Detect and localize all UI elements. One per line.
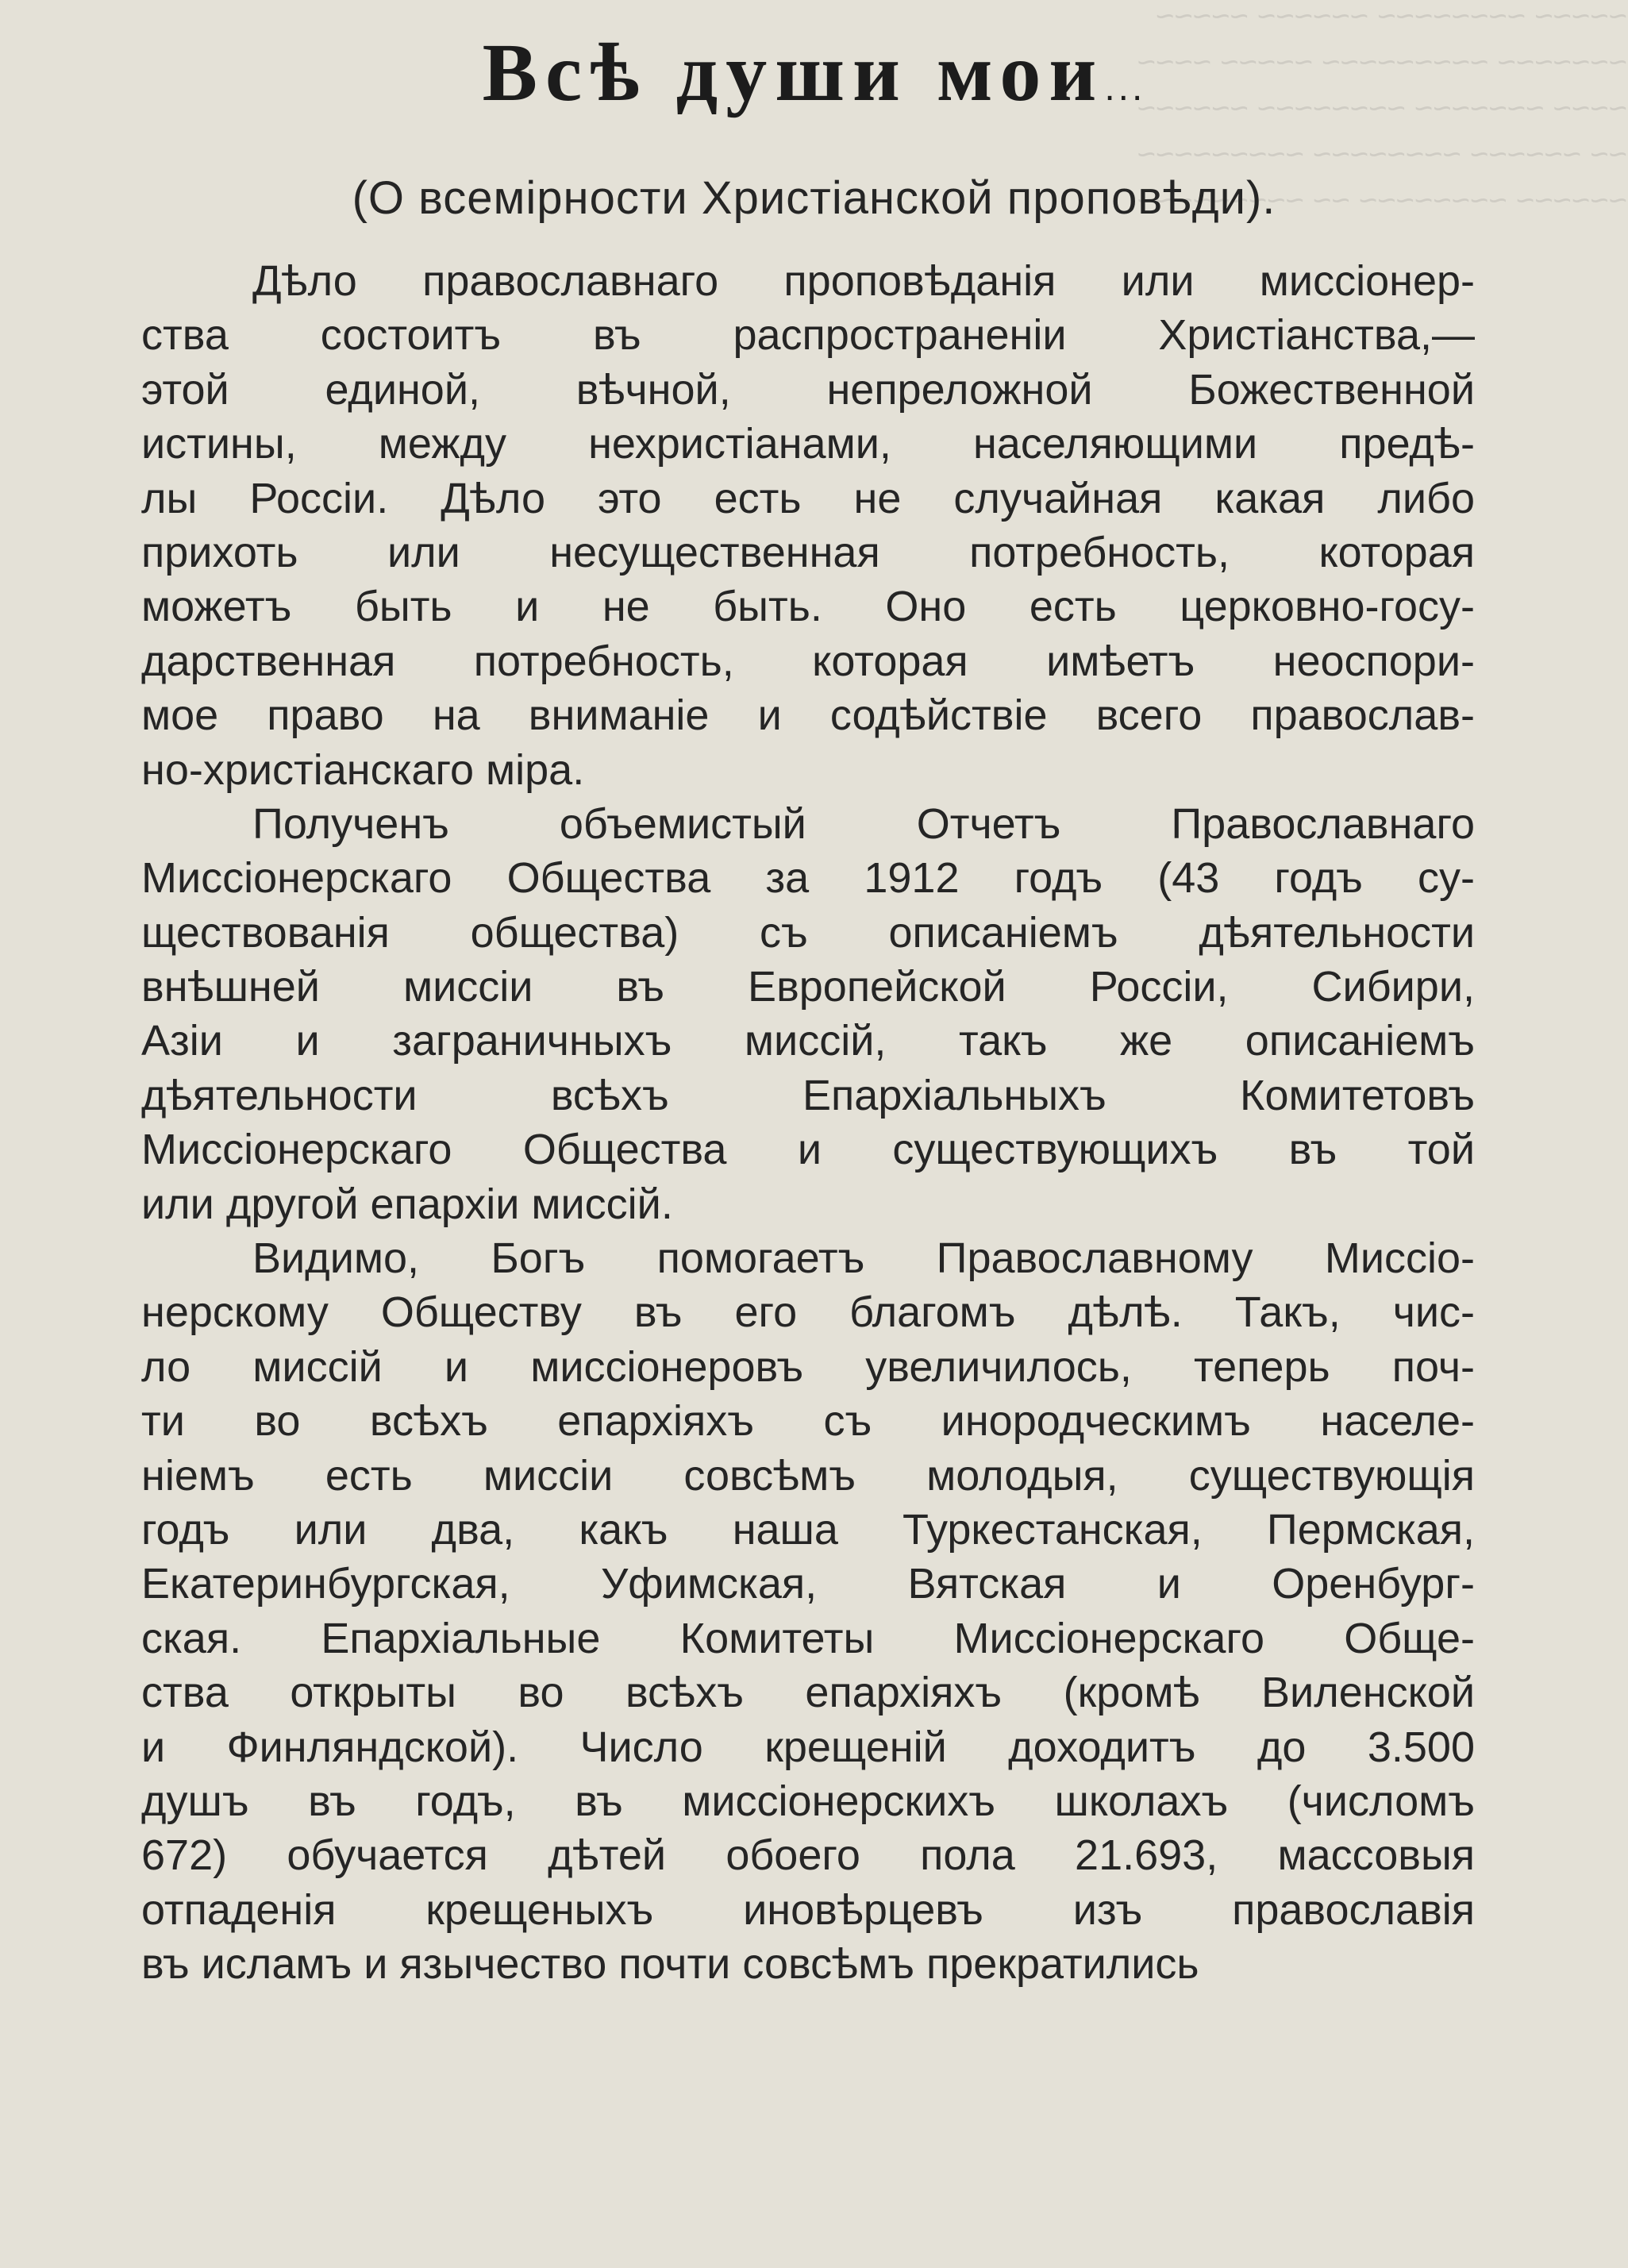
text-line: мое право на вниманіе и содѣйствіе всего православ- (141, 691, 1475, 740)
text-line: ло миссій и миссіонеровъ увеличилось, теперь поч- (141, 1342, 1475, 1391)
text-line: внѣшней миссіи въ Европейской Россіи, Сибири, (141, 963, 1475, 1011)
text-line: Екатеринбургская, Уфимская, Вятская и Оренбург- (141, 1560, 1475, 1608)
text-line: ніемъ есть миссіи совсѣмъ молодыя, существующія (141, 1451, 1475, 1500)
text-line: годъ или два, какъ наша Туркестанская, Пермская, (141, 1505, 1475, 1554)
paragraph (141, 797, 1475, 1231)
text-line: прихоть или несущественная потребность, которая (141, 528, 1475, 576)
text-line: Дѣло православнаго проповѣданія или миссіонер- (252, 257, 1475, 305)
article-subtitle: (О всемірности Христіанской проповѣди). (352, 172, 1276, 224)
article-title (0, 25, 1628, 136)
text-line: лы Россіи. Дѣло это есть не случайная какая либо (141, 474, 1475, 522)
text-line: этой единой, вѣчной, непреложной Божественной (141, 365, 1475, 414)
text-line: ществованія общества) съ описаніемъ дѣятельности (141, 908, 1475, 957)
paragraph (141, 1231, 1475, 1991)
text-line: но-христіанскаго міра. (141, 745, 585, 794)
bleed-through-text: ~~~~~ ~~~~~~~~ ~~~~~~ ~~~~~ ~~~~~~~ ~~~~~~~~~ ~~~~~ ~~~~ ~~~~ ~~~~~~~ ~~~~~~~~ ~~~~~~ ~~ ~~~~~~ ~~~~~~~~ ~~~~~~~~~ ~~~~~~ ~~~~~~~~ ~~ ~~~~~~~~~ (1137, 0, 1627, 218)
text-line: Полученъ объемистый Отчетъ Православнаго (252, 799, 1475, 848)
text-line: Миссіонерскаго Общества и существующихъ въ той (141, 1126, 1475, 1174)
text-line: или другой епархіи миссій. (141, 1180, 673, 1228)
text-line: въ исламъ и язычество почти совсѣмъ прекратились (141, 1940, 1199, 1989)
text-line: нерскому Обществу въ его благомъ дѣлѣ. Такъ, чис- (141, 1288, 1475, 1337)
text-line: Видимо, Богъ помогаетъ Православному Миссіо- (252, 1234, 1475, 1283)
text-line: 672) обучается дѣтей обоего пола 21.693, массовыя (141, 1831, 1475, 1880)
text-line: истины, между нехристіанами, населяющими предѣ- (141, 420, 1475, 468)
text-line: дарственная потребность, которая имѣетъ неоспори- (141, 637, 1475, 685)
text-line: ская. Епархіальные Комитеты Миссіонерскаго Обще- (141, 1614, 1475, 1662)
text-line: и Финляндской). Число крещеній доходитъ до 3.500 (141, 1723, 1475, 1771)
text-line: ства состоитъ въ распространеніи Христіанства,— (141, 311, 1475, 360)
text-line: Азіи и заграничныхъ миссій, такъ же описаніемъ (141, 1017, 1475, 1065)
article-title-text: Всѣ души мои (482, 27, 1105, 118)
text-line: отпаденія крещеныхъ иновѣрцевъ изъ православія (141, 1885, 1475, 1934)
title-ellipsis: ... (1104, 67, 1146, 109)
text-line: ства открыты во всѣхъ епархіяхъ (кромѣ Виленской (141, 1669, 1475, 1717)
article-body (141, 254, 1475, 1992)
paragraph (141, 254, 1475, 797)
text-line: душъ въ годъ, въ миссіонерскихъ школахъ (числомъ (141, 1777, 1475, 1825)
text-line: ти во всѣхъ епархіяхъ съ инородческимъ населе- (141, 1397, 1475, 1446)
text-line: дѣятельности всѣхъ Епархіальныхъ Комитетовъ (141, 1071, 1475, 1119)
text-line: можетъ быть и не быть. Оно есть церковно-госу- (141, 583, 1475, 631)
text-line: Миссіонерскаго Общества за 1912 годъ (43 годъ су- (141, 854, 1475, 903)
